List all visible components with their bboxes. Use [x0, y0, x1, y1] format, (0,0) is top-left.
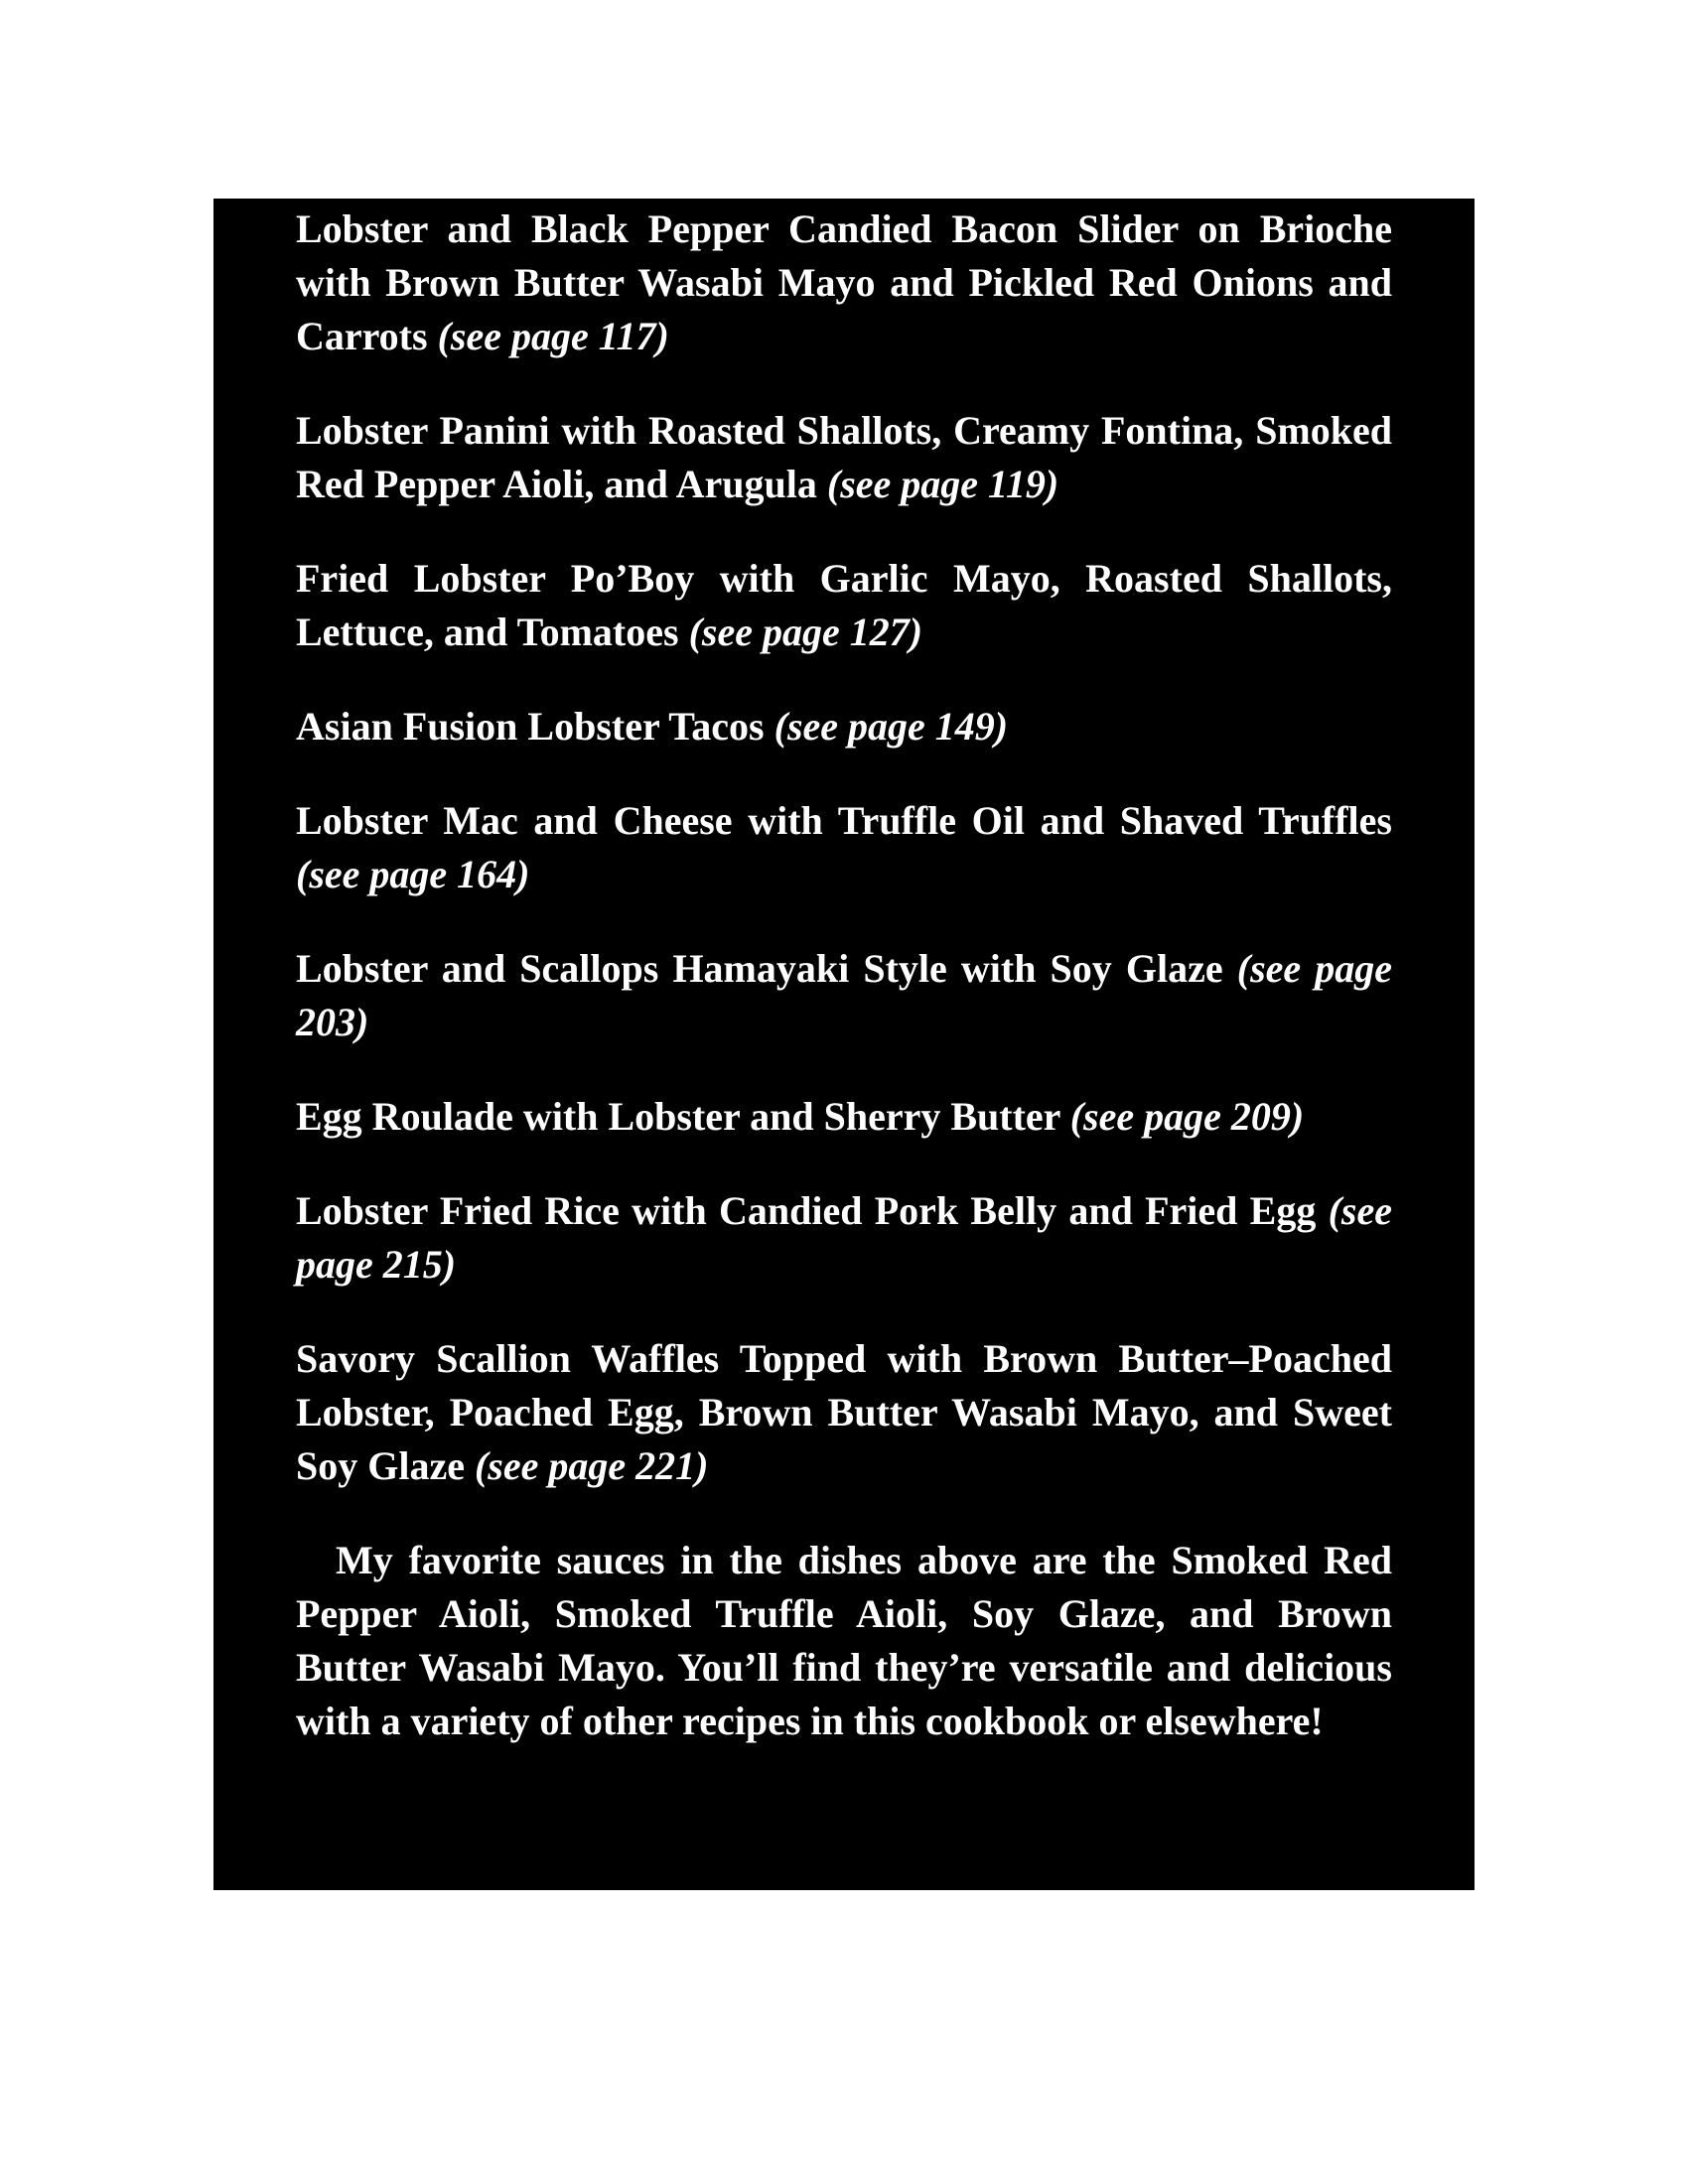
page-reference: (see page 203) — [296, 946, 1393, 1044]
page-reference: (see page 127) — [688, 610, 923, 654]
recipe-list-panel — [213, 199, 1475, 1890]
recipe-entry — [296, 942, 1392, 1049]
recipe-entry — [296, 404, 1392, 511]
page-reference: (see page 209) — [1069, 1094, 1305, 1139]
page-reference: (see page 164) — [296, 852, 530, 896]
recipe-entry — [296, 700, 1392, 753]
recipe-title: Fried Lobster Po’Boy with Garlic Mayo, Roasted Shallots, Lettuce, and Tomatoes — [296, 556, 1392, 654]
closing-paragraph: My favorite sauces in the dishes above are the Smoked Red Pepper Aioli, Smoked Truffle Aioli, Soy Glaze, and Brown Butter Wasabi Mayo. You’ll find they’re versatile and delicious with a variety of other recipes in this cookbook or elsewhere! — [296, 1538, 1392, 1743]
recipe-title: Lobster Mac and Cheese with Truffle Oil and Shaved Truffles — [296, 798, 1392, 843]
recipe-title: Savory Scallion Waffles Topped with Brown Butter–Poached Lobster, Poached Egg, Brown Butter Wasabi Mayo, and Sweet Soy Glaze — [296, 1336, 1392, 1488]
page-reference: (see page 149) — [774, 704, 1009, 749]
recipe-entry — [296, 794, 1392, 901]
page-reference: (see page 117) — [437, 314, 669, 358]
page-reference: (see page 119) — [826, 462, 1059, 506]
recipe-entry — [296, 1332, 1392, 1493]
recipe-entry — [296, 203, 1392, 363]
page-reference: (see page 215) — [296, 1188, 1393, 1287]
recipe-entry — [296, 552, 1392, 659]
recipe-title: Lobster Fried Rice with Candied Pork Belly and Fried Egg — [296, 1188, 1317, 1233]
recipe-title: Lobster and Black Pepper Candied Bacon Slider on Brioche with Brown Butter Wasabi Mayo and Pickled Red Onions and Carrots — [296, 206, 1392, 358]
recipe-title: Asian Fusion Lobster Tacos — [296, 704, 765, 749]
page-reference: (see page 221) — [474, 1443, 709, 1488]
recipe-title: Egg Roulade with Lobster and Sherry Butter — [296, 1094, 1060, 1139]
recipe-title: Lobster and Scallops Hamayaki Style with Soy Glaze — [296, 946, 1223, 991]
recipe-entry — [296, 1184, 1392, 1292]
recipe-title: Lobster Panini with Roasted Shallots, Creamy Fontina, Smoked Red Pepper Aioli, and Arugula — [296, 408, 1392, 506]
recipe-entry — [296, 1090, 1392, 1144]
